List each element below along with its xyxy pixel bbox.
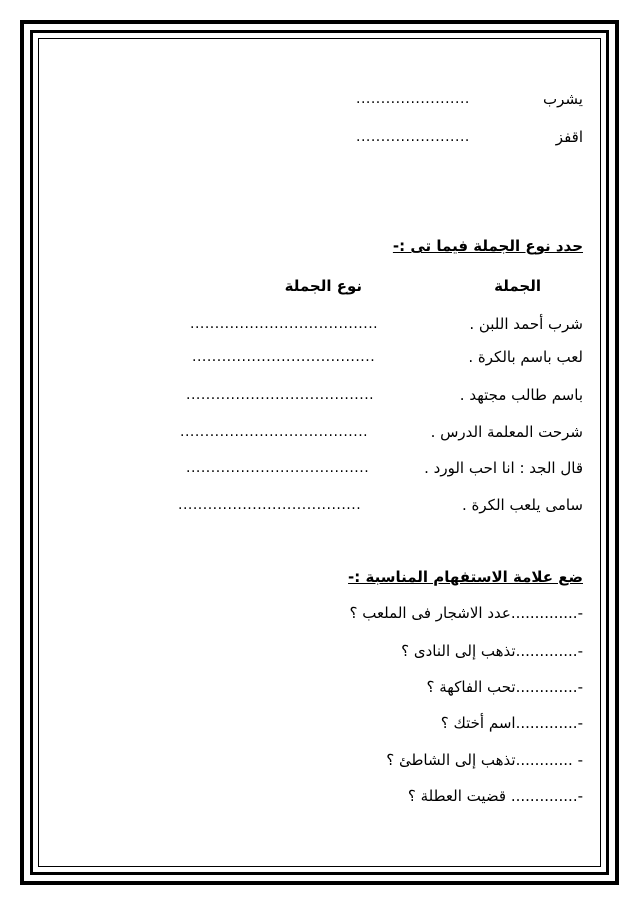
question-4: -.............اسم أختك ؟ <box>440 714 583 732</box>
top-word-blank: ....................... <box>356 129 470 145</box>
sentence-2: لعب باسم بالكرة . <box>468 348 583 366</box>
sentence-3-blank: ...................................... <box>186 387 375 403</box>
sentence-3: باسم طالب مجتهد . <box>459 386 583 404</box>
top-word-blank: ....................... <box>356 91 470 107</box>
sentence-1: شرب أحمد اللبن . <box>469 315 583 333</box>
sentence-6-blank: ..................................... <box>178 497 362 513</box>
col-sentence-header: الجملة <box>494 277 541 295</box>
question-1: -..............عدد الاشجار فى الملعب ؟ <box>349 604 583 622</box>
sentence-1-blank: ...................................... <box>190 316 379 332</box>
section1-title: حدد نوع الجملة فيما تى :- <box>392 237 583 255</box>
question-2: -.............تذهب إلى النادى ؟ <box>401 642 583 660</box>
sentence-6: سامى يلعب الكرة . <box>461 496 583 514</box>
col-type-header: نوع الجملة <box>284 277 362 295</box>
section2-title: ضع علامة الاستفهام المناسبة :- <box>348 568 583 586</box>
sentence-4: شرحت المعلمة الدرس . <box>430 423 583 441</box>
sentence-4-blank: ...................................... <box>180 424 369 440</box>
inner-border <box>38 38 601 867</box>
question-5: - ............تذهب إلى الشاطئ ؟ <box>386 751 583 769</box>
sentence-2-blank: ..................................... <box>192 349 376 365</box>
question-3: -.............تحب الفاكهة ؟ <box>426 678 583 696</box>
top-word: اقفز <box>555 128 583 146</box>
question-6: -.............. قضيت العطلة ؟ <box>407 787 583 805</box>
sentence-5: قال الجد : انا احب الورد . <box>424 459 583 477</box>
sentence-5-blank: ..................................... <box>186 460 370 476</box>
top-word: يشرب <box>543 90 583 108</box>
